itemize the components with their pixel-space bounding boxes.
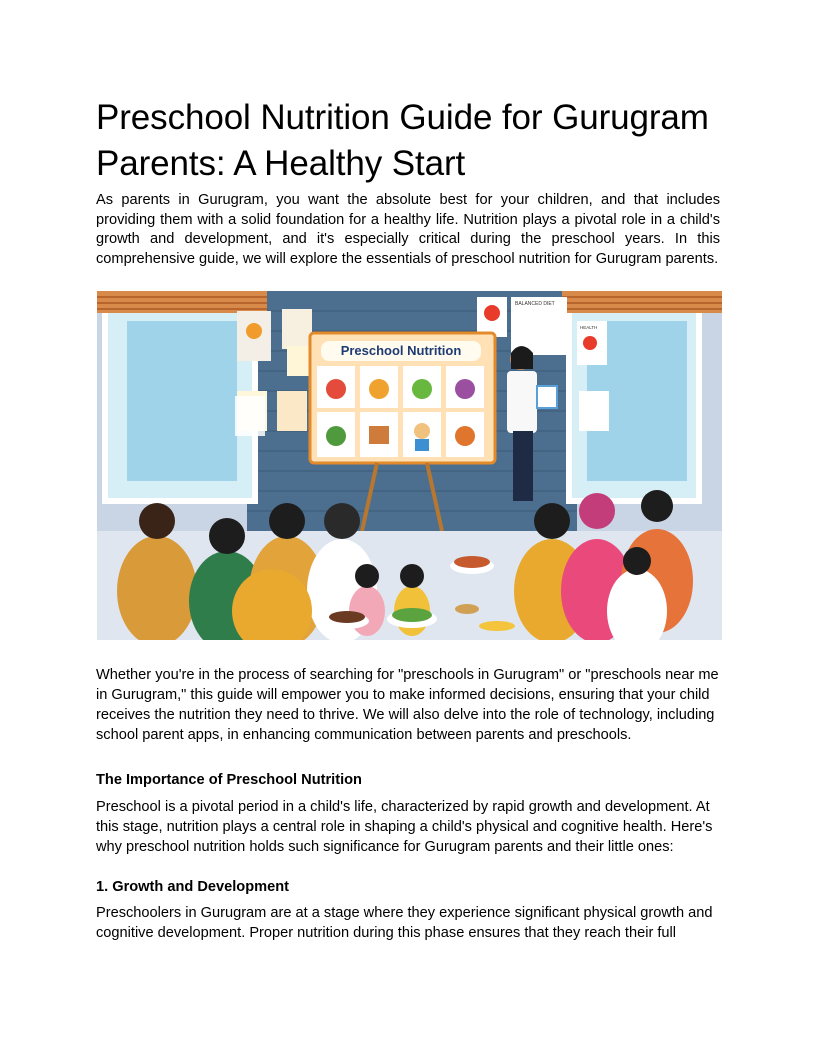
intro-paragraph: As parents in Gurugram, you want the absolute best for your children, and that includes providing them with a solid foundation for a healthy life. Nutrition plays a pivotal role in a child's growth and development, and it's especially critical during the preschool years. In this comprehensive guide, we will explore the essentials of preschool nutrition for Gurugram parents. <box>96 192 720 267</box>
hero-illustration <box>97 291 722 640</box>
body-paragraph-3: Preschool is a pivotal period in a child's life, characterized by rapid growth and development. At this stage, nutrition plays a central role in shaping a child's physical and cognitive health. Here's why preschool nutrition holds such significance for Gurugram parents and their little ones: <box>96 799 713 855</box>
subheading-growth: 1. Growth and Development <box>96 879 289 895</box>
page-title: Preschool Nutrition Guide for Gurugram Parents: A Healthy Start <box>96 98 709 183</box>
section-heading: The Importance of Preschool Nutrition <box>96 772 362 788</box>
board-title: Preschool Nutrition <box>340 343 462 358</box>
body-paragraph-4: Preschoolers in Gurugram are at a stage where they experience significant physical growth and cognitive development. Proper nutrition during this phase ensures that they reach their full <box>96 905 713 941</box>
body-paragraph-2: Whether you're in the process of searching for "preschools in Gurugram" or "preschools near me in Gurugram," this guide will empower you to make informed decisions, ensuring that your child receives the nutrition they need to thrive. We will also delve into the role of technology, including school parent apps, in enhancing communication between parents and preschools. <box>96 667 719 743</box>
side-poster-label: HEALTH <box>580 325 598 330</box>
poster-label: BALANCED DIET <box>515 301 555 307</box>
